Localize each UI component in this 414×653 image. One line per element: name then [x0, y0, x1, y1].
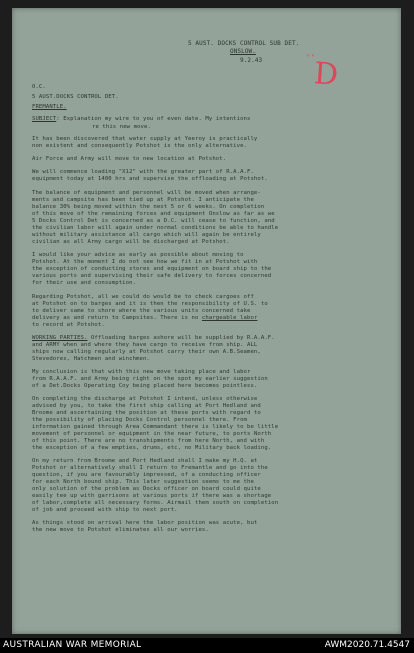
body-line: On completing the discharge at Potshot I intend, unless otherwise: [32, 396, 258, 402]
body-line: only solution of the problem as Docks officer on board could quite: [32, 486, 261, 492]
body-line: the civilian labor will again under normal conditions be able to handle: [32, 225, 279, 231]
body-line: Broome and ascertaining the position at these ports with regard to: [32, 410, 261, 416]
body-line: We will commence loading "X12" with the greater part of R.A.A.F.: [32, 169, 254, 175]
body-line: It has been discovered that water supply at Yeeroy is practically: [32, 136, 258, 142]
body-line: of this point. There are no transhipments from here North, and with: [32, 438, 265, 444]
header-place: ONSLOW.: [230, 48, 256, 55]
body-line: question, if you are favourably impressed, of a conducting officer: [32, 472, 261, 478]
body-line: the possibility of placing Docks Control personnel there. From: [32, 417, 247, 423]
body-line: the exception of a few empties, drums, etc, no Military back loading.: [32, 445, 272, 451]
body-line: As things stood on arrival here the labor position was acute, but: [32, 520, 258, 526]
body-line: of labor,complete all necessary forms. Airmail them south on completion: [32, 500, 279, 506]
body-line: On my return from Broome and Port Hedland shall I make my H.Q. at: [32, 458, 258, 464]
body-line: civilian as all Army cargo will be discharged at Potshot.: [32, 239, 230, 245]
body-line: The balance of equipment and personnel will be moved when arrange-: [32, 190, 261, 196]
header-unit: 5 AUST. DOCKS CONTROL SUB DET.: [188, 40, 300, 47]
body-line: Potshot or alternatively shall I return to Fremantle and go into the: [32, 465, 268, 471]
body-line: Stevedores, Hatchmen and winchmen.: [32, 356, 150, 362]
body-line: movement of personnel or equipment in the near future, to ports North: [32, 431, 272, 437]
addressee-line-3: FREMANTLE.: [32, 104, 67, 110]
body-line: of this move of the remaining forces and equipment Onslow as far as we: [32, 211, 275, 217]
body-line: for their use and consumption.: [32, 280, 137, 286]
body-line: ships now calling regularly at Potshot carry their own A.B.Seamen,: [32, 349, 261, 355]
footer-institution: AUSTRALIAN WAR MEMORIAL: [3, 640, 142, 650]
body-line: advised by you, to take the first ship calling at Port Hedland and: [32, 403, 261, 409]
body-line: various ports and supervising their safe delivery to forces concerned: [32, 273, 272, 279]
body-line: without military assistance all cargo which will again be entirely: [32, 232, 261, 238]
addressee-line-2: 5 AUST.DOCKS CONTROL DET.: [32, 94, 119, 100]
red-letter-mark: D: [312, 56, 340, 93]
body-line: the exception of conducting stores and equipment on board ship to the: [32, 266, 272, 272]
body-line: to record at Potshot.: [32, 322, 105, 328]
body-line: ments and campsite has been tied up at Potshot. I anticipate the: [32, 197, 254, 203]
body-line: to deliver same to shore where the various units concerned take: [32, 308, 251, 314]
body-line: I would like your advice as early as possible about moving to: [32, 252, 244, 258]
red-tick-marks: " ": [306, 54, 315, 62]
body-line: balance 30% being moved within the next 5 or 6 weeks. On completion: [32, 204, 265, 210]
body-line: information gained through Area Commandant there is likely to be little: [32, 424, 279, 430]
subject-label: SUBJECT: [32, 116, 57, 122]
subject-text-1: : Explanation my wire to you of even date. My intentions: [56, 116, 251, 122]
body-line: equipment today at 1400 hrs and supervise the offloading at Potshot.: [32, 176, 268, 182]
body-line: My conclusion is that with this new move taking place and labor: [32, 369, 251, 375]
body-line: 5 Docks Control Det is concerned as a D.C. will cease to function, and: [32, 218, 275, 224]
subject-line: [32, 116, 250, 123]
body-line: Air Force and Army will move to new location at Potshot.: [32, 156, 227, 162]
subject-text-2: re this new move.: [92, 124, 151, 130]
body-line: from R.A.A.F. and Army being right on the spot my earlier suggestion: [32, 376, 268, 382]
body-line: Regarding Potshot, all we could do would be to check cargoes off: [32, 294, 254, 300]
body-line: and ARMY when and where they have cargo to receive from ship. ALL: [32, 342, 258, 348]
body-line: of job and proceed with ship to next port.: [32, 507, 178, 513]
body-line: Potshot. At the moment I do not see how we fit in at Potshot with: [32, 259, 258, 265]
body-line: non existent and consequently Potshot is the only alternative.: [32, 143, 247, 149]
body-line: the new move to Potshot eliminates all our worries.: [32, 527, 209, 533]
footer-accession-number: AWM2020.71.4547: [324, 640, 410, 650]
body-line: at Potshot on to barges and it is then the responsibility of U.S. to: [32, 301, 268, 307]
document-page: [12, 8, 401, 634]
body-line: for each North bound ship. This later suggestion seems to me the: [32, 479, 254, 485]
header-date: 9.2.43: [240, 57, 263, 64]
body-line: easily tee up with garrisons at various ports if there was a shortage: [32, 493, 272, 499]
footer-bar: [0, 638, 414, 653]
body-line: WORKING PARTIES. Offloading barges ashore will be supplied by R.A.A.F.: [32, 335, 275, 341]
body-line: delivery as and return to Campsites. There is no chargeable labor: [32, 315, 258, 321]
body-line: of a Det.Docks Operating Coy being placed here becomes pointless.: [32, 383, 258, 389]
addressee-line-1: O.C.: [32, 84, 46, 90]
